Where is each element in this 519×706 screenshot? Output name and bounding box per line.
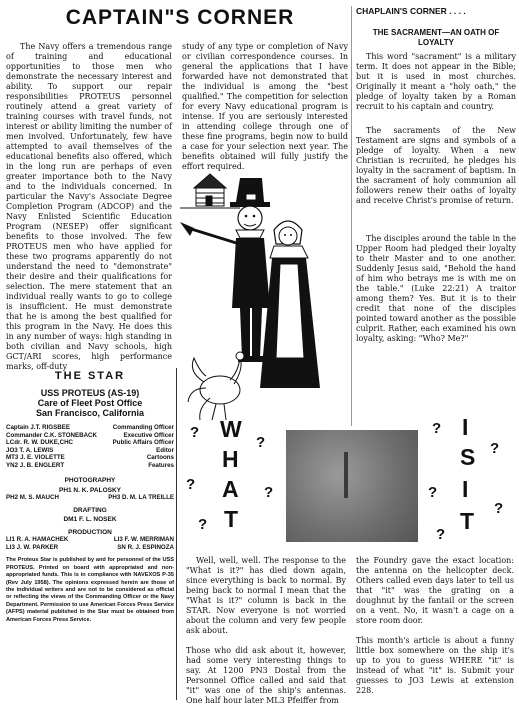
captains-corner-col1: The Navy offers a tremendous range of training and educational opportunities to those men who demonstrate the necessary interest and ability. To support our repair responsibilities PROTEUS personnel routinely attend a great variety of training courses with travel funds, not interest or ability limiting the number of men involved. Unfortunately, few have attempted to avail themselves of the educational benefits also offered, which in the long run are perhaps of even greater importance both to the Navy and to the individuals concerned. In particular the Navy's Associate Degree Completion Program (ADCOP) and the Navy Enlisted Scientific Education Program (NESEP) offer significant benefits to those involved. The few PROTEUS men who have applied for these two programs apparently do not understand the need to "demonstrate" their desire and their qualifications for selection. The mere statement that an individual really wants to go to college is insufficient. He must demonstrate that he is among the best qualified for this program in the Navy. He does this in any number of ways: high standing in both civilian and Navy schools, high GCT/ARI scores, high performance marks, off-duty xyxy=(6,42,172,371)
pilgrim-cartoon xyxy=(180,158,350,458)
staff-row xyxy=(6,424,174,432)
drafting-lead: DM1 F. L. NOSEK xyxy=(63,516,117,524)
staff-name: YN2 J. B. ENGLERT xyxy=(6,461,65,469)
masthead-city: San Francisco, California xyxy=(35,408,145,418)
production-label: PRODUCTION xyxy=(68,529,112,537)
staff-role: Editor xyxy=(156,446,174,454)
chaplains-corner-header: CHAPLAIN'S CORNER . . . . xyxy=(356,6,466,16)
photography-row xyxy=(4,494,176,502)
producer: LI1 R. A. HAMACHEK xyxy=(6,536,69,544)
photographer: PH2 M. S. MAUCH xyxy=(6,493,59,501)
staff-name: JO3 T. A. LEWIS xyxy=(6,446,54,454)
turkey-icon xyxy=(188,352,244,420)
captains-corner-title: CAPTAIN"S CORNER xyxy=(65,6,295,29)
staff-role: Public Affairs Officer xyxy=(112,439,174,447)
staff-row xyxy=(6,462,174,470)
producer: LI3 F. W. MERRIMAN xyxy=(113,536,174,544)
photographer: PH3 D. M. LA TREILLE xyxy=(108,493,174,501)
staff-role: Executive Officer xyxy=(123,431,174,439)
what-is-it-col1: Well, well, well. The response to the "What is it?" has died down again, since everything is back to normal. By being back to normal I mean that the "What is it?" column is back in the STAR. Now everyone is not worried about the column and very few people ask about. Those who did ask about it, however, had some very interesting things to say. At 1200 PN3 Dostal from the Personnel Office called and said that "it" was one of the ship's antennas. One half hour later ML3 Pfeiffer from xyxy=(186,556,346,705)
mystery-photo xyxy=(286,430,418,542)
isit-letter-i2: I xyxy=(462,476,469,502)
pilgrim-woman-icon xyxy=(260,221,320,388)
staff-role: Features xyxy=(148,461,174,469)
question-mark: ? xyxy=(264,484,274,501)
column-divider xyxy=(351,6,352,426)
photography-lead: PH1 N. K. PALOSKY xyxy=(58,486,121,494)
isit-letter-i: I xyxy=(462,414,469,440)
question-mark: ? xyxy=(186,476,196,493)
what-letter-h: H xyxy=(222,446,239,472)
question-mark: ? xyxy=(428,484,438,501)
question-mark: ? xyxy=(432,420,442,437)
masthead xyxy=(4,368,177,700)
isit-letter-s: S xyxy=(460,444,476,470)
producer: LI3 J. W. PARKER xyxy=(6,543,59,551)
question-mark: ? xyxy=(490,440,500,457)
staff-name: MT3 J. E. VIOLETTE xyxy=(6,454,65,462)
masthead-title: THE STAR xyxy=(54,370,126,382)
chaplains-corner-p1: This word "sacrament" is a military term. It does not appear in the Bible; but it is used in most churches. Originally it meant a "holy oath," the pledge of loyalty taken by a Roman recruit to his captain and country. xyxy=(356,52,516,111)
what-letter-a: A xyxy=(222,476,239,502)
question-mark: ? xyxy=(198,516,208,533)
captains-corner-col2: study of any type or completion of Navy or civilian correspondence courses. In general the applications that I have forwarded have not demonstrated that the individual is among the "best qualified." The competition for selection for every Navy educational program is intense. If you are seriously interested in attending college through one of these fine programs, begin now to build a case for your selection next year. The benefits obtained will fully justify the effort required. xyxy=(182,42,348,171)
question-mark: ? xyxy=(256,434,266,451)
production-row xyxy=(4,536,176,544)
chaplains-corner-subtitle: THE SACRAMENT—AN OATH OF LOYALTY xyxy=(372,28,500,47)
production-row xyxy=(4,544,176,552)
what-is-it-panel xyxy=(180,414,516,552)
masthead-care-of: Care of Fleet Post Office xyxy=(37,398,143,408)
isit-letter-t: T xyxy=(460,508,475,534)
question-mark: ? xyxy=(190,424,200,441)
staff-role: Commanding Officer xyxy=(112,424,174,431)
staff-row xyxy=(6,432,174,440)
staff-name: Commander C.K. STONEBACK xyxy=(6,431,97,439)
staff-name: LCdr. R. W. DUKE,CHC xyxy=(6,439,74,447)
what-letter-w: W xyxy=(220,416,242,442)
chaplains-corner-p3: The disciples around the table in the Upper Room had pledged their loyalty to their Master and to one another. Suddenly Jesus said, "Behold the hand of him who betrays me is with me on the table." (Luke 22:21) A traitor among them? Yes. But it is to their credit that none of the disciples pointed toward another as the possible culprit. Rather, each examined his own loyalty, asking: "Who? Me?" xyxy=(356,234,516,343)
masthead-ship: USS PROTEUS (AS-19) xyxy=(40,388,140,398)
what-is-it-col2: the Foundry gave the exact location: the antenna on the helicopter deck. Others called even days later to tell us that "it" was the grating on a doughnut by the fantail or the screen on a vent. No, it wasn't a cage on a store room door. This month's article is about a funny little box somewhere on the ship it's up to you to guess WHERE "it" is instead of what "it" is. Submit your guesses to JO3 Lewis at extension 228. xyxy=(356,556,514,695)
drafting-label: DRAFTING xyxy=(73,507,107,515)
question-mark: ? xyxy=(494,500,504,517)
masthead-disclaimer: The Proteus Star is published by and for personnel of the USS PROTEUS. Printed on board with appropriated and non-appropriated funds. This is in compliance with NAVEXOS P-35 (Rev July 1958). The opinions expressed herein are those of the individual writers and are not to be considered as official or reflecting the views of the Commanding Officer or the Navy Department. Permission to use American Forces Press Service (AFPS) material published in the Star must be obtained from American Forces Press Service. xyxy=(6,557,174,623)
mystery-object xyxy=(344,452,348,498)
what-letter-t: T xyxy=(224,506,239,532)
photography-label: PHOTOGRAPHY xyxy=(64,476,116,484)
staff-list xyxy=(4,424,176,470)
staff-row xyxy=(6,447,174,455)
chaplains-corner-p2: The sacraments of the New Testament are signs and symbols of a pledge of loyalty. When a new Christian is recruited, he pledges his loyalty in the sacrament of baptism. In the sacrament of holy communion all followers renew their oaths of loyalty and receive Christ's promise of return. xyxy=(356,126,516,205)
pilgrim-man-icon xyxy=(230,178,270,362)
staff-role: Cartoons xyxy=(146,454,174,462)
staff-name: Captain J.T. RIGSBEE xyxy=(6,424,70,431)
question-mark: ? xyxy=(436,526,446,543)
staff-row xyxy=(6,454,174,462)
producer: SN R. J. ESPINOZA xyxy=(117,543,174,551)
staff-row xyxy=(6,439,174,447)
